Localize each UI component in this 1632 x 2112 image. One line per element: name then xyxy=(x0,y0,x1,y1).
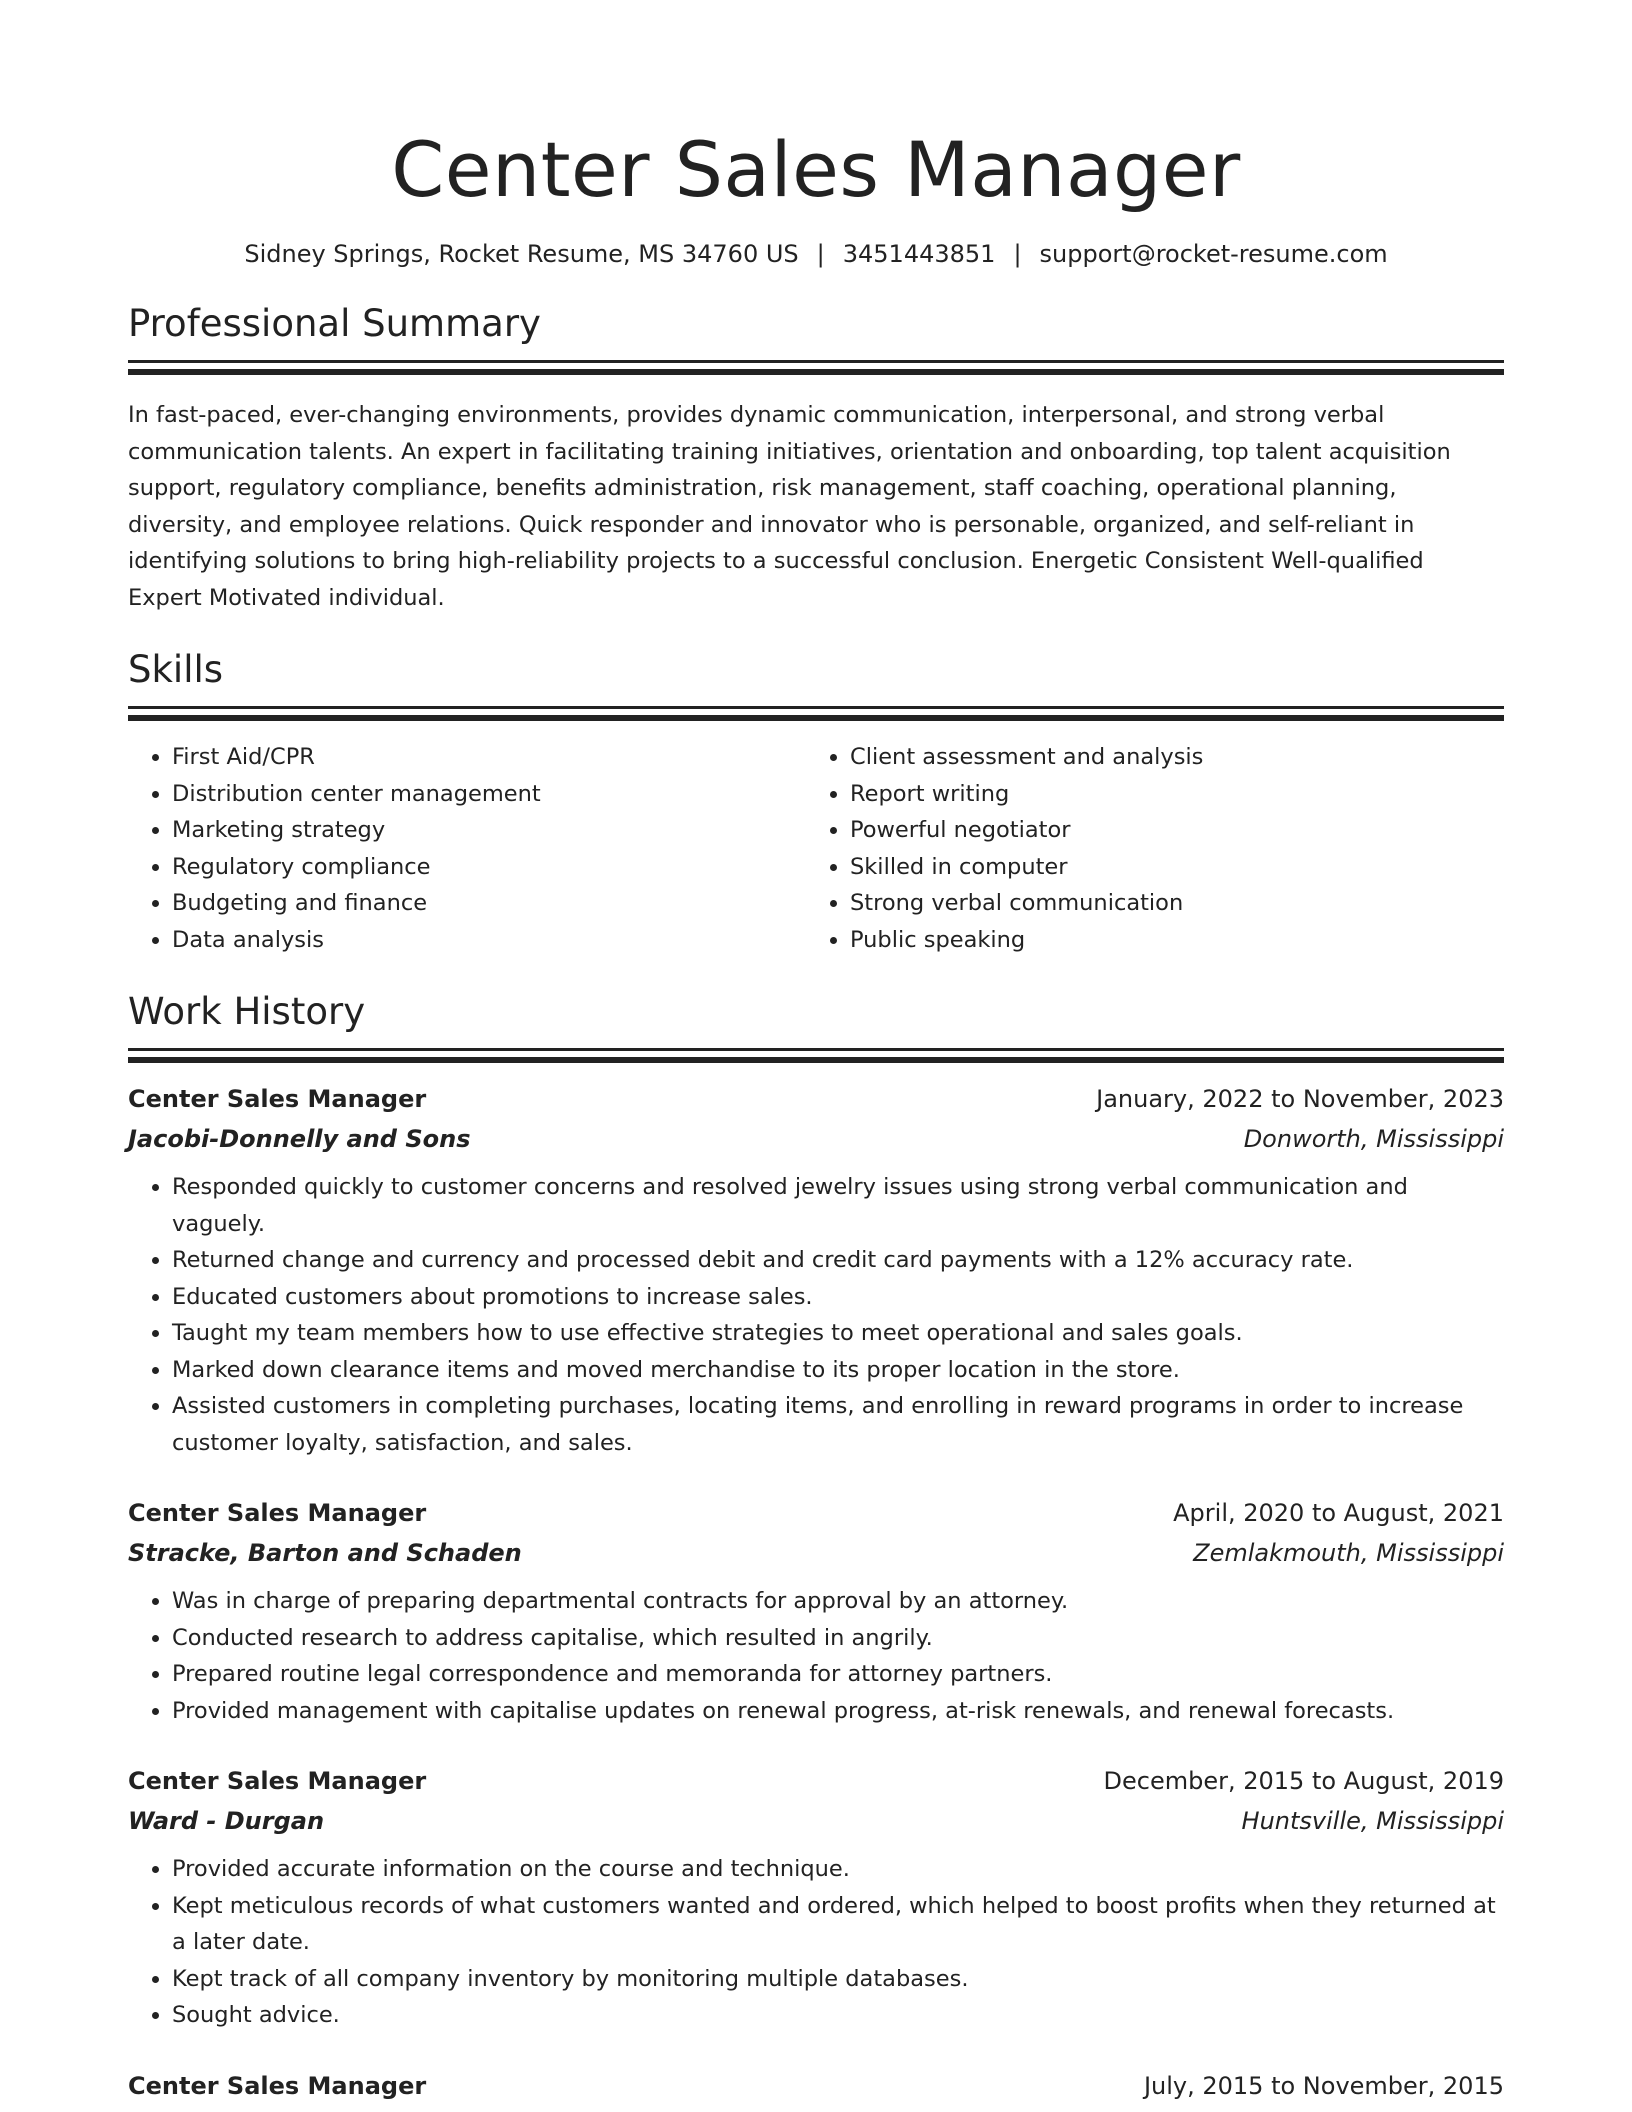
contact-email: support@rocket-resume.com xyxy=(1039,240,1388,268)
job-header xyxy=(128,1079,1504,1119)
skill-item: • Strong verbal communication xyxy=(850,885,1484,922)
job-subheader xyxy=(128,1119,1504,1159)
job-location: Zemlakmouth, Mississippi xyxy=(1193,1539,1504,1567)
job-dates: April, 2020 to August, 2021 xyxy=(1173,1499,1504,1527)
job-title: Center Sales Manager xyxy=(128,1499,427,1527)
job-subheader xyxy=(128,1801,1504,1841)
job-dates: July, 2015 to November, 2015 xyxy=(1143,2071,1504,2100)
summary-heading: Professional Summary xyxy=(128,302,541,345)
section-rule-thick xyxy=(128,369,1504,375)
job-bullet: • Prepared routine legal correspondence and memoranda for attorney partners. xyxy=(172,1656,1504,1693)
section-rule xyxy=(128,360,1504,363)
job-bullets xyxy=(128,1169,1504,1461)
job-entry xyxy=(128,1493,1504,1729)
skill-item: • Marketing strategy xyxy=(172,812,806,849)
skill-item: • Powerful negotiator xyxy=(850,812,1484,849)
section-rule-thick xyxy=(128,715,1504,721)
skills-list-left xyxy=(128,739,806,958)
job-bullet: • Kept track of all company inventory by monitoring multiple databases. xyxy=(172,1961,1504,1998)
job-bullet: • Sought advice. xyxy=(172,1997,1504,2034)
skill-item: • First Aid/CPR xyxy=(172,739,806,776)
contact-separator: | xyxy=(1013,240,1022,268)
job-location: Donworth, Mississippi xyxy=(1243,1125,1504,1153)
job-company: Ward - Durgan xyxy=(128,1807,325,1835)
job-dates: December, 2015 to August, 2019 xyxy=(1103,1767,1504,1795)
section-rule xyxy=(128,706,1504,709)
job-title: Center Sales Manager xyxy=(128,2071,427,2100)
job-header xyxy=(128,1761,1504,1801)
skill-item: • Data analysis xyxy=(172,922,806,959)
skill-item: • Distribution center management xyxy=(172,776,806,813)
summary-text: In fast-paced, ever-changing environments, provides dynamic communication, interpersonal, and strong verbal communication talents. An expert in facilitating training initiatives, orientation and onboarding, top talent acquisition support, regulatory compliance, benefits administration, risk management, staff coaching, operational planning, diversity, and employee relations. Quick responder and innovator who is personable, organized, and self-reliant in identifying solutions to bring high-reliability projects to a successful conclusion. Energetic Consistent Well-qualified Expert Motivated individual. xyxy=(128,402,1451,611)
job-title: Center Sales Manager xyxy=(128,1085,427,1113)
contact-phone: 3451443851 xyxy=(842,240,996,268)
skill-item: • Report writing xyxy=(850,776,1484,813)
contact-line xyxy=(128,238,1504,270)
skill-item: • Public speaking xyxy=(850,922,1484,959)
job-bullet: • Kept meticulous records of what customers wanted and ordered, which helped to boost profits when they returned at a later date. xyxy=(172,1888,1504,1961)
job-bullet: • Assisted customers in completing purchases, locating items, and enrolling in reward programs in order to increase customer loyalty, satisfaction, and sales. xyxy=(172,1388,1504,1461)
skills-columns xyxy=(128,739,1504,958)
job-bullet: • Responded quickly to customer concerns and resolved jewelry issues using strong verbal communication and vaguely. xyxy=(172,1169,1504,1242)
work-section xyxy=(128,988,1504,2106)
skills-heading: Skills xyxy=(128,648,224,691)
section-rule-thick xyxy=(128,1057,1504,1063)
contact-separator: | xyxy=(816,240,825,268)
section-rule xyxy=(128,1048,1504,1051)
job-bullets xyxy=(128,1851,1504,2034)
skill-item: • Budgeting and finance xyxy=(172,885,806,922)
job-company: Stracke, Barton and Schaden xyxy=(128,1539,522,1567)
skill-item: • Client assessment and analysis xyxy=(850,739,1484,776)
job-bullet: • Conducted research to address capitalise, which resulted in angrily. xyxy=(172,1620,1504,1657)
skills-list-right xyxy=(806,739,1484,958)
skill-item: • Skilled in computer xyxy=(850,849,1484,886)
job-entry xyxy=(128,1761,1504,2034)
resume-page xyxy=(128,0,1504,2106)
job-bullet: • Returned change and currency and processed debit and credit card payments with a 12% accuracy rate. xyxy=(172,1242,1504,1279)
job-bullet: • Marked down clearance items and moved merchandise to its proper location in the store. xyxy=(172,1352,1504,1389)
job-bullets xyxy=(128,1583,1504,1729)
job-bullet: • Was in charge of preparing departmental contracts for approval by an attorney. xyxy=(172,1583,1504,1620)
job-bullet: • Provided accurate information on the course and technique. xyxy=(172,1851,1504,1888)
skills-section xyxy=(128,646,1504,958)
work-heading: Work History xyxy=(128,990,366,1033)
job-location: Huntsville, Mississippi xyxy=(1241,1807,1504,1835)
job-bullet: • Taught my team members how to use effective strategies to meet operational and sales goals. xyxy=(172,1315,1504,1352)
job-dates: January, 2022 to November, 2023 xyxy=(1096,1085,1504,1113)
resume-name: Center Sales Manager xyxy=(391,125,1241,214)
summary-section xyxy=(128,300,1504,616)
job-entry xyxy=(128,1079,1504,1461)
skill-item: • Regulatory compliance xyxy=(172,849,806,886)
job-title: Center Sales Manager xyxy=(128,1767,427,1795)
job-subheader xyxy=(128,1533,1504,1573)
job-header xyxy=(128,2066,1504,2106)
job-bullet: • Provided management with capitalise updates on renewal progress, at-risk renewals, and renewal forecasts. xyxy=(172,1693,1504,1730)
job-bullet: • Educated customers about promotions to increase sales. xyxy=(172,1279,1504,1316)
skills-column-left xyxy=(128,739,806,958)
skills-column-right xyxy=(806,739,1484,958)
contact-address: Sidney Springs, Rocket Resume, MS 34760 US xyxy=(244,240,799,268)
job-header xyxy=(128,1493,1504,1533)
job-entry xyxy=(128,2066,1504,2106)
job-company: Jacobi-Donnelly and Sons xyxy=(128,1125,471,1153)
